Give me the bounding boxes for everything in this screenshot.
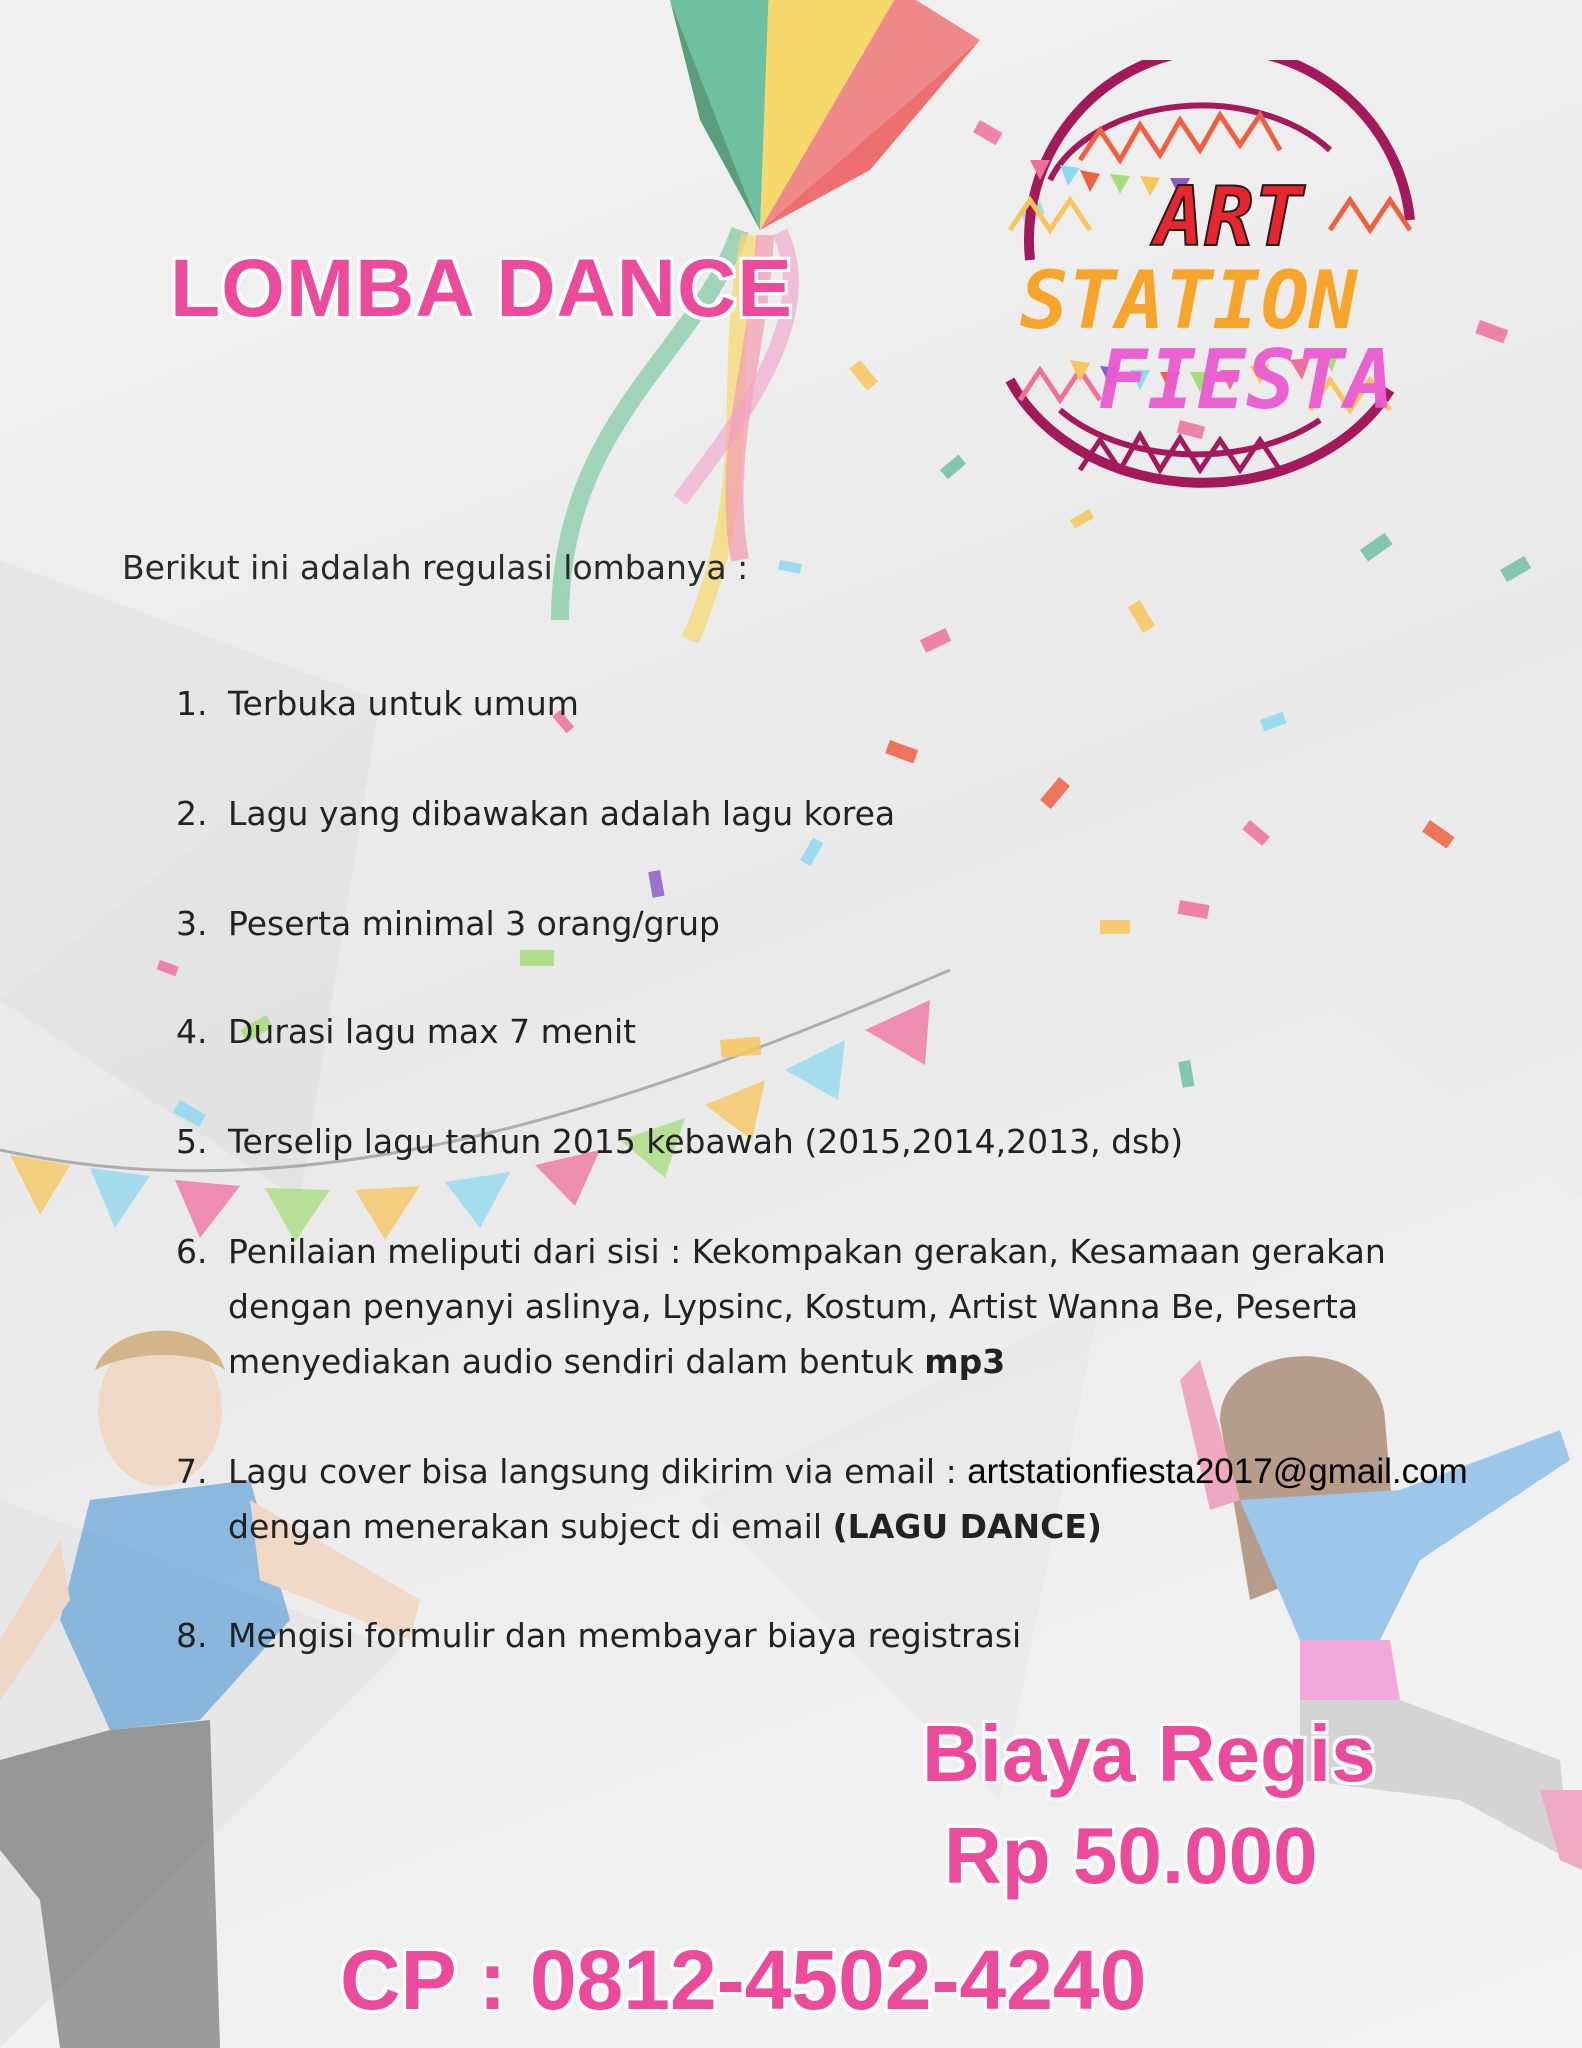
email-address: artstationfiesta2017@gmail.com [967, 1452, 1468, 1491]
rule-number: 7. [176, 1452, 208, 1491]
rule-text-part: Lagu cover bisa langsung dikirim via email : [228, 1452, 957, 1491]
rule-number: 1. [176, 684, 208, 723]
rule-number: 2. [176, 794, 208, 833]
rule-text [228, 1444, 1508, 1554]
rule-text: Mengisi formulir dan membayar biaya registrasi [228, 1616, 1022, 1655]
rule-number: 6. [176, 1232, 208, 1271]
rule-text: Lagu yang dibawakan adalah lagu korea [228, 794, 896, 833]
rule-number: 3. [176, 904, 208, 943]
rule-text: Terbuka untuk umum [228, 684, 579, 723]
rule-text: Terselip lagu tahun 2015 kebawah (2015,2014,2013, dsb) [228, 1122, 1184, 1161]
rule-text-part: dengan menerakan subject di email [228, 1507, 823, 1546]
art-station-fiesta-logo [990, 60, 1440, 530]
intro-text: Berikut ini adalah regulasi lombanya : [122, 548, 749, 587]
rule-text: Durasi lagu max 7 menit [228, 1012, 637, 1051]
logo-line-fiesta: FIESTA [1098, 333, 1395, 428]
rule-bold-text: (LAGU DANCE) [832, 1507, 1102, 1546]
logo-line-art: ART [1155, 170, 1304, 265]
rule-number: 5. [176, 1122, 208, 1161]
contact-phone: CP : 0812-4502-4240 [340, 1933, 1147, 2027]
page-title: LOMBA DANCE [170, 243, 793, 334]
logo-line-station: STATION [1020, 254, 1358, 347]
fee-label: Biaya Regis [922, 1709, 1376, 1798]
rule-text-part: Penilaian meliputi dari sisi : Kekompakan gerakan, Kesamaan gerakan dengan penyanyi aslinya, Lypsinc, Kostum, Artist Wanna Be, Peserta menyediakan audio sendiri dalam bentuk [228, 1232, 1386, 1381]
rule-text [228, 1224, 1508, 1389]
rule-number: 4. [176, 1012, 208, 1051]
rule-bold-text: mp3 [924, 1342, 1006, 1381]
fee-amount: Rp 50.000 [944, 1811, 1318, 1900]
rule-number: 8. [176, 1616, 208, 1655]
rule-text: Peserta minimal 3 orang/grup [228, 904, 720, 943]
